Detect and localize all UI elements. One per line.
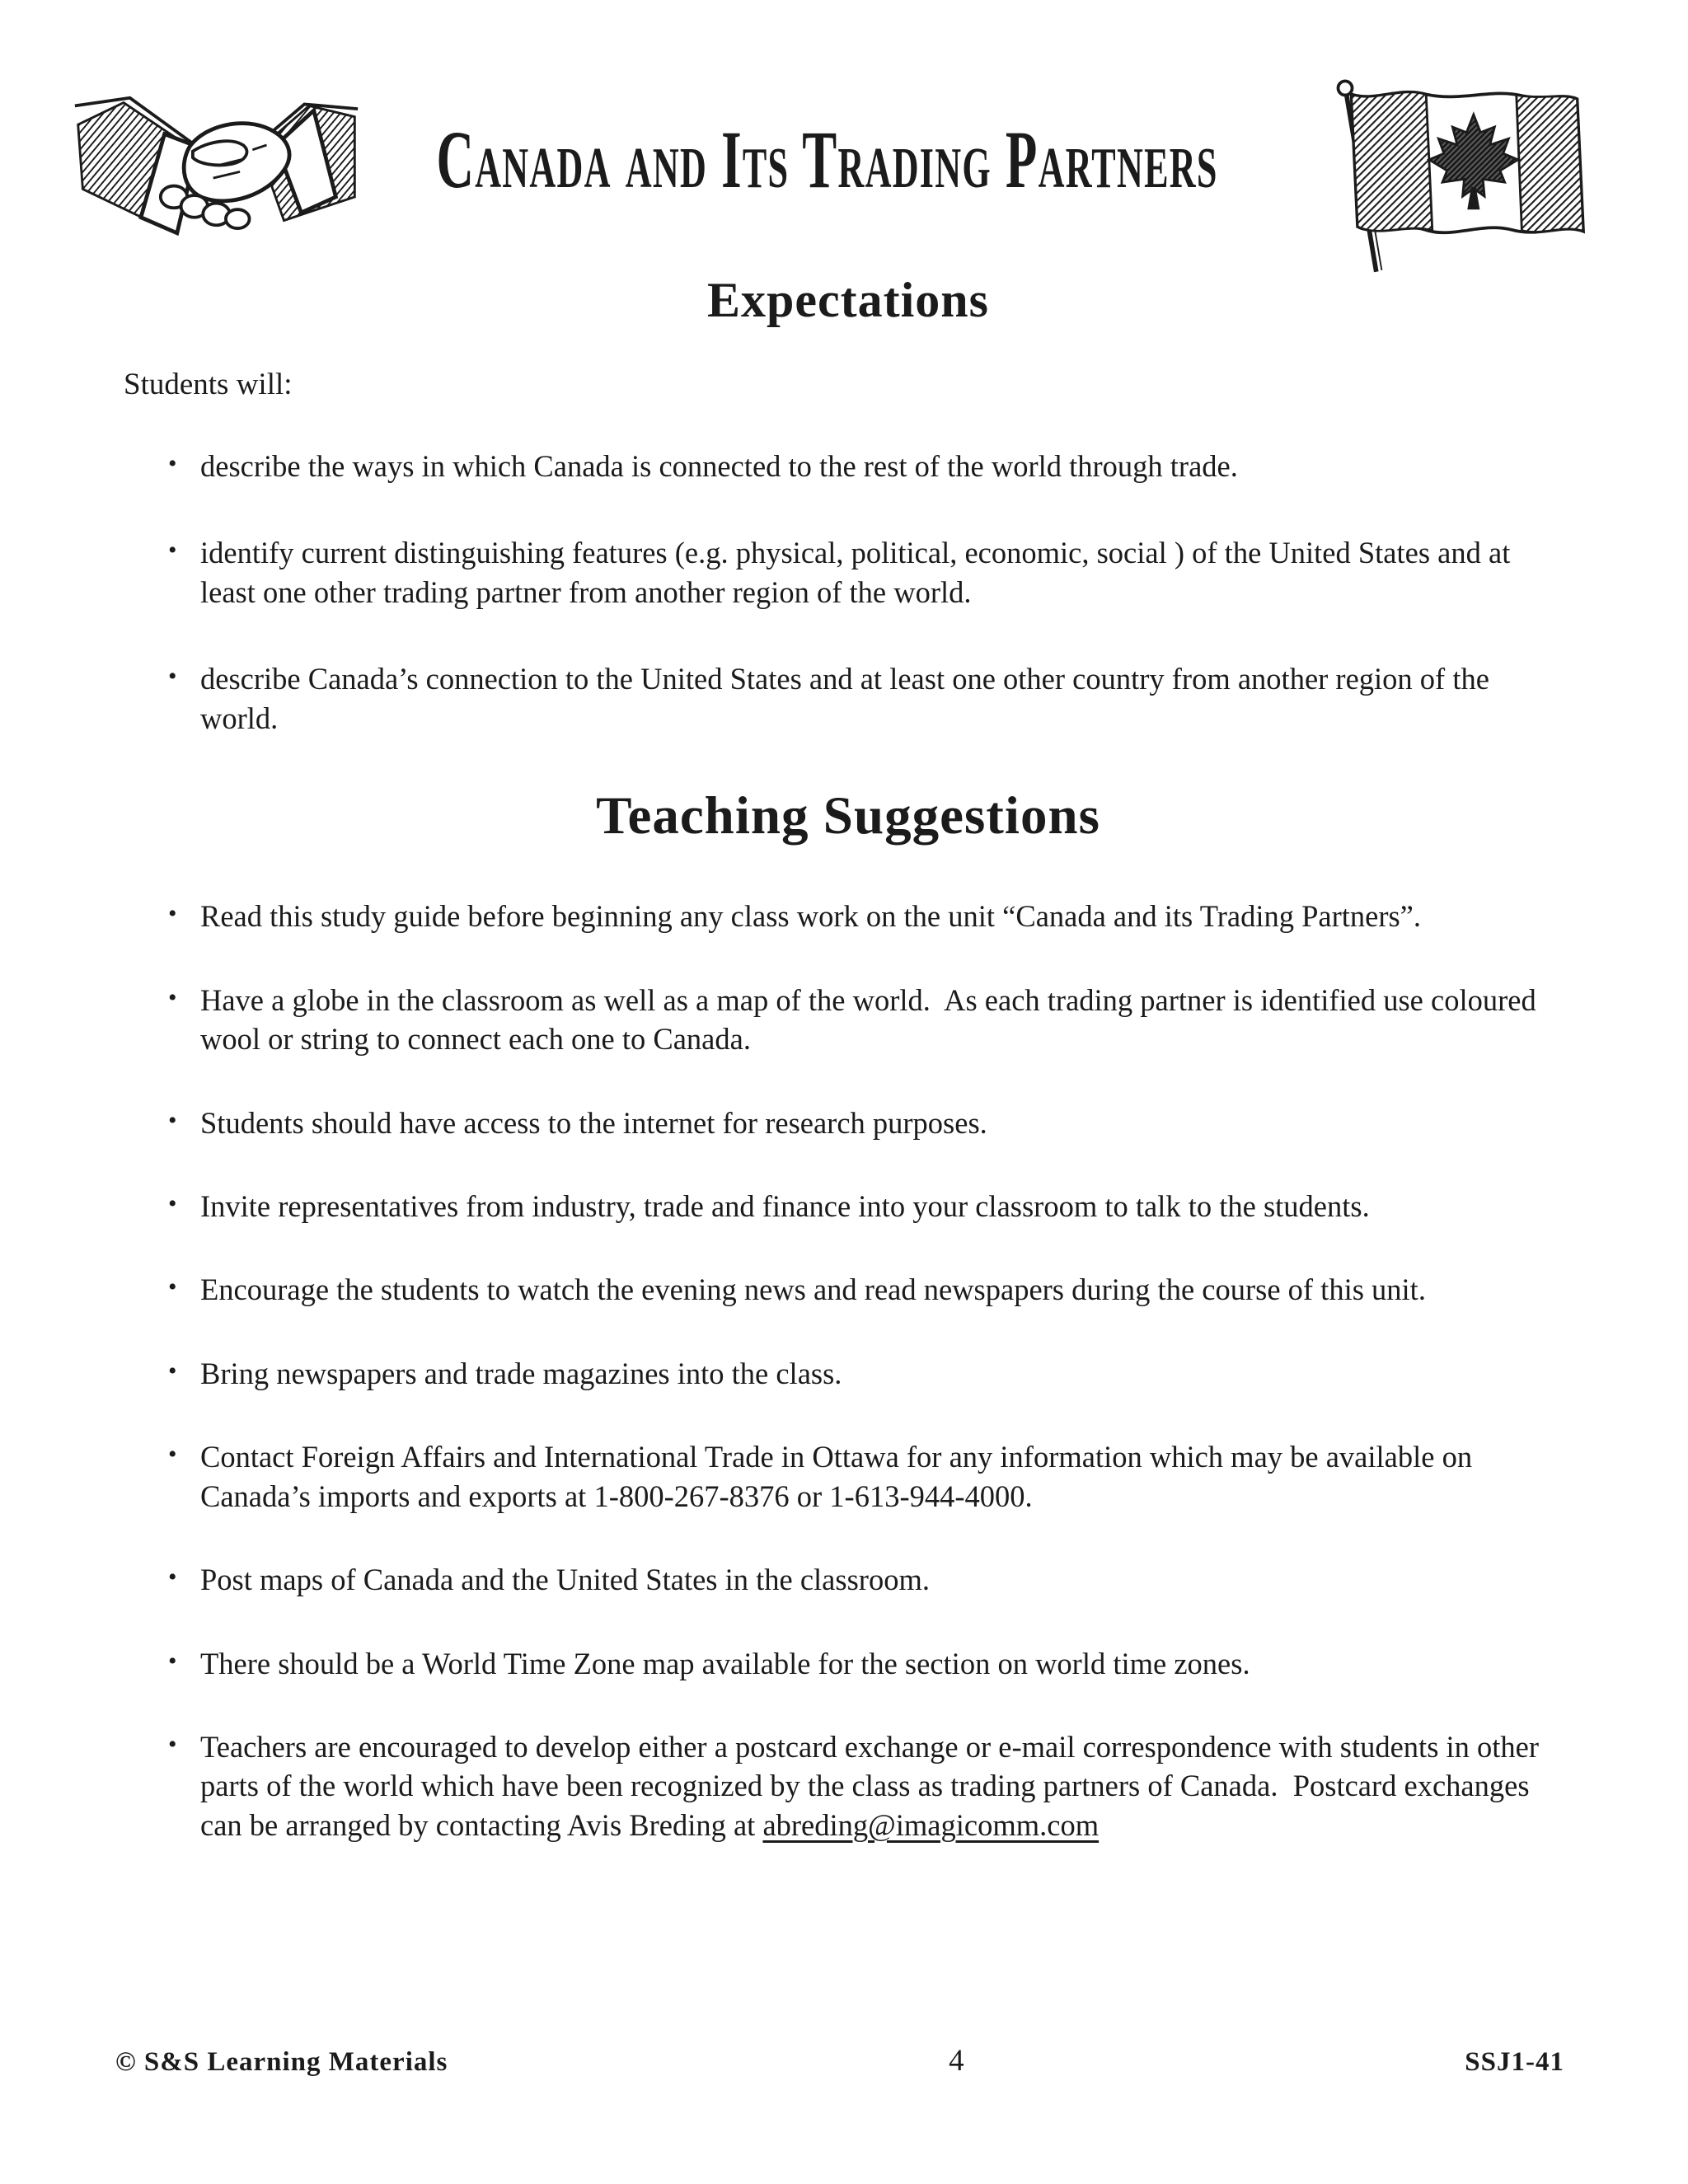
heading-expectations: Expectations bbox=[707, 273, 989, 327]
list-item: • Invite representatives from industry, trade and finance into your classroom to talk to the students. bbox=[165, 1187, 1573, 1226]
page-title-wrap bbox=[359, 73, 1296, 247]
list-item: • Students should have access to the internet for research purposes. bbox=[165, 1104, 1573, 1142]
list-item: • Have a globe in the classroom as well as a map of the world. As each trading partner is identified use coloured wool or string to connect each one to Canada. bbox=[165, 981, 1573, 1059]
page-number: 4 bbox=[949, 2044, 964, 2078]
list-item: • describe Canada’s connection to the United States and at least one other country from another region of the world. bbox=[165, 659, 1573, 738]
list-item: • identify current distinguishing features (e.g. physical, political, economic, social ) of the United States and at least one other trading partner from another region of the world. bbox=[165, 533, 1573, 612]
email-link[interactable]: abreding@imagicomm.com bbox=[762, 1807, 1100, 1842]
list-item: • There should be a World Time Zone map available for the section on world time zones. bbox=[165, 1644, 1573, 1683]
doc-code: SSJ1-41 bbox=[1465, 2047, 1564, 2077]
page-header bbox=[74, 73, 1614, 247]
teaching-suggestions-list bbox=[165, 897, 1573, 1844]
list-item: • Teachers are encouraged to develop either a postcard exchange or e-mail correspondence with students in other parts of the world which have been recognized by the class as trading partners of Canada. Postcard exchanges can be arranged by contacting Avis Breding at abreding@imagicomm.com bbox=[165, 1727, 1573, 1844]
list-item: • Contact Foreign Affairs and International Trade in Ottawa for any information which may be available on Canada’s imports and exports at 1-800-267-8376 or 1-613-944-4000. bbox=[165, 1437, 1573, 1516]
copyright-label: © S&S Learning Materials bbox=[115, 2047, 448, 2077]
handshake-icon bbox=[74, 77, 359, 246]
list-item: • Read this study guide before beginning any class work on the unit “Canada and its Trading Partners”. bbox=[165, 897, 1573, 935]
expectations-list bbox=[165, 447, 1573, 738]
list-item: • describe the ways in which Canada is connected to the rest of the world through trade. bbox=[165, 447, 1573, 485]
canada-flag-icon bbox=[1301, 73, 1614, 283]
list-item: • Bring newspapers and trade magazines into the class. bbox=[165, 1354, 1573, 1393]
students-will-label: Students will: bbox=[124, 368, 293, 401]
list-item: • Encourage the students to watch the evening news and read newspapers during the course of this unit. bbox=[165, 1270, 1573, 1309]
page-title: Canada and Its Trading Partners bbox=[436, 114, 1219, 205]
list-item: • Post maps of Canada and the United States in the classroom. bbox=[165, 1560, 1573, 1599]
page-footer bbox=[115, 2043, 1564, 2079]
heading-teaching-suggestions: Teaching Suggestions bbox=[596, 786, 1100, 846]
